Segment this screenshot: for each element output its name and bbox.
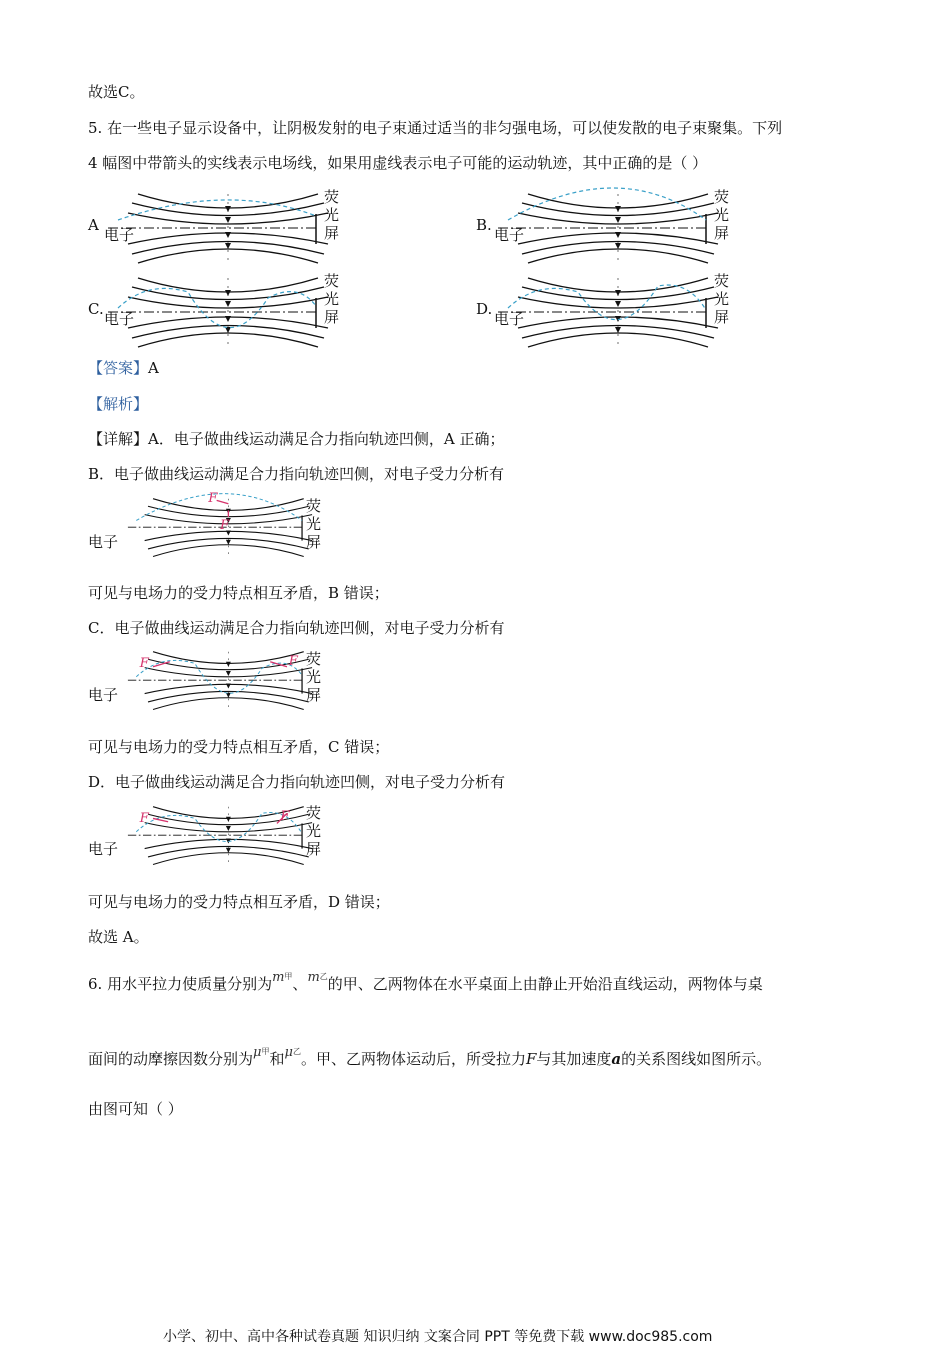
screen-label-d: 荧 光 屏 bbox=[714, 272, 730, 326]
force-label-d2: F bbox=[280, 809, 290, 825]
screen-char-3: 屏 bbox=[324, 224, 340, 242]
question-6-line-1 bbox=[88, 970, 763, 996]
q6-text-4: 面间的动摩擦因数分别为 bbox=[88, 1050, 254, 1068]
screen-label-c: 荧 光 屏 bbox=[324, 272, 340, 326]
line-select-c: 故选C。 bbox=[88, 83, 145, 101]
screen-label-analysis-b: 荧 光 屏 bbox=[306, 497, 322, 551]
electron-label-analysis-c: 电子 bbox=[88, 686, 119, 704]
analysis-tag: 【解析】 bbox=[88, 395, 149, 413]
final-answer-line: 故选 A。 bbox=[88, 928, 149, 946]
electron-label-c: 电子 bbox=[104, 310, 135, 328]
conclusion-b: 可见与电场力的受力特点相互矛盾，B 错误； bbox=[88, 584, 389, 602]
detail-c-line: C．电子做曲线运动满足合力指向轨迹凹侧，对电子受力分析有 bbox=[88, 619, 505, 637]
screen-label-analysis-d: 荧 光 屏 bbox=[306, 804, 322, 858]
screen-char-2: 光 bbox=[324, 206, 340, 224]
question-5-line-2: 4 幅图中带箭头的实线表示电场线，如果用虚线表示电子可能的运动轨迹，其中正确的是（ ） bbox=[88, 154, 708, 172]
option-b-label: B. bbox=[476, 216, 492, 234]
figure-analysis-b bbox=[100, 492, 340, 564]
electron-label-analysis-d: 电子 bbox=[88, 840, 119, 858]
option-c-label: C. bbox=[88, 300, 104, 318]
q6-text-3: 的甲、乙两物体在水平桌面上由静止开始沿直线运动，两物体与桌 bbox=[327, 975, 763, 993]
electron-label-d: 电子 bbox=[494, 310, 525, 328]
question-6-line-2 bbox=[88, 1045, 772, 1071]
screen-char-1: 荧 bbox=[324, 188, 340, 206]
q6-text-2: 、 bbox=[292, 975, 308, 993]
question-5-line-1: 5. 在一些电子显示设备中，让阴极发射的电子束通过适当的非匀强电场，可以使发散的电子束聚集。下列 bbox=[88, 119, 783, 137]
force-label-b2: F bbox=[219, 517, 230, 533]
screen-label-a bbox=[324, 188, 339, 242]
detail-b-line: B．电子做曲线运动满足合力指向轨迹凹侧，对电子受力分析有 bbox=[88, 465, 505, 483]
force-label-d1: F bbox=[139, 810, 149, 826]
q6-text-6: 。甲、乙两物体运动后，所受拉力 bbox=[300, 1050, 526, 1068]
q6-text-5: 和 bbox=[269, 1050, 285, 1068]
q6-text-7: 与其加速度 bbox=[536, 1050, 612, 1068]
screen-label-b: 荧 光 屏 bbox=[714, 188, 730, 242]
mu-yi-symbol: $\mu^乙$ bbox=[284, 1045, 301, 1060]
force-symbol: F bbox=[525, 1050, 537, 1068]
acceleration-symbol: a bbox=[611, 1050, 622, 1068]
electron-label-b: 电子 bbox=[494, 226, 525, 244]
page-footer: 小学、初中、高中各种试卷真题 知识归纳 文案合同 PPT 等免费下载 www.doc985.com bbox=[163, 1329, 713, 1345]
electron-label-a: 电子 bbox=[104, 226, 135, 244]
q6-text-1: 6. 用水平拉力使质量分别为 bbox=[88, 975, 273, 993]
detail-tag: 【详解】 bbox=[88, 430, 149, 448]
detail-d-line: D．电子做曲线运动满足合力指向轨迹凹侧，对电子受力分析有 bbox=[88, 773, 506, 791]
force-label-c1: F bbox=[139, 655, 149, 671]
figure-analysis-d bbox=[100, 800, 340, 872]
analysis-line bbox=[88, 394, 148, 414]
force-label-c2: F bbox=[288, 654, 298, 670]
conclusion-c: 可见与电场力的受力特点相互矛盾，C 错误； bbox=[88, 738, 390, 756]
detail-a-text: A．电子做曲线运动满足合力指向轨迹凹侧，A 正确； bbox=[148, 430, 505, 448]
q6-text-8: 的关系图线如图所示。 bbox=[621, 1050, 772, 1068]
mass-jia-symbol: $m^甲$ bbox=[272, 970, 293, 985]
conclusion-d: 可见与电场力的受力特点相互矛盾，D 错误； bbox=[88, 893, 390, 911]
electron-label-analysis-b: 电子 bbox=[88, 533, 119, 551]
answer-line bbox=[88, 358, 159, 378]
mass-yi-symbol: $m^乙$ bbox=[307, 970, 328, 985]
question-6-line-3: 由图可知（ ） bbox=[88, 1100, 183, 1118]
force-label-b1: F bbox=[208, 492, 218, 507]
mu-jia-symbol: $\mu^甲$ bbox=[253, 1045, 270, 1060]
detail-a-line bbox=[88, 429, 504, 449]
figure-analysis-c bbox=[100, 645, 340, 717]
option-d-label: D. bbox=[476, 300, 493, 318]
screen-label-analysis-c: 荧 光 屏 bbox=[306, 650, 322, 704]
answer-tag: 【答案】 bbox=[88, 359, 149, 377]
option-a-label: A bbox=[88, 216, 99, 234]
answer-value: A bbox=[148, 359, 159, 377]
